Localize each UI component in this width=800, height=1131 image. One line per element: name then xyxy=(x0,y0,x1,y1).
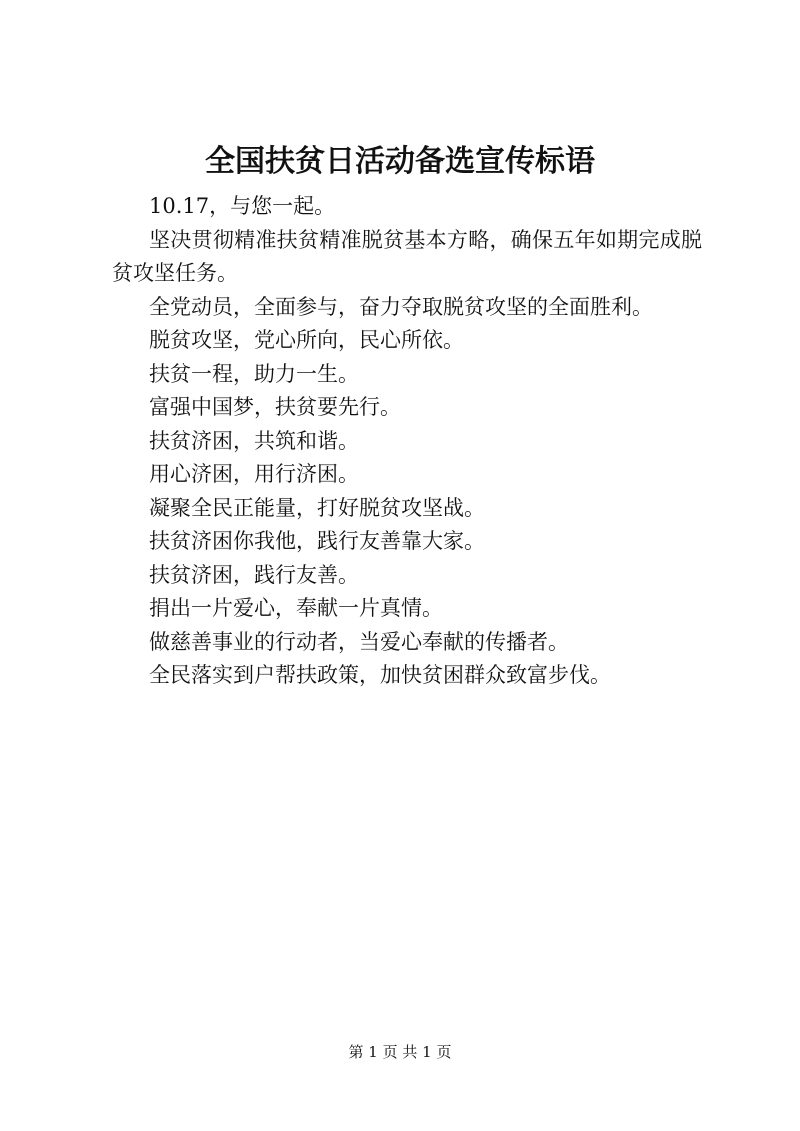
page-number-footer: 第 1 页 共 1 页 xyxy=(348,1043,452,1061)
document-body xyxy=(112,190,702,693)
slogan-paragraph: 扶贫济困，践行友善。 xyxy=(149,562,359,587)
slogan-paragraph: 扶贫济困你我他，践行友善靠大家。 xyxy=(149,529,485,553)
slogan-paragraph: 凝聚全民正能量，打好脱贫攻坚战。 xyxy=(149,495,485,520)
slogan-paragraph: 捐出一片爱心，奉献一片真情。 xyxy=(149,596,443,620)
slogan-paragraph: 做慈善事业的行动者，当爱心奉献的传播者。 xyxy=(149,629,569,654)
slogan-paragraph: 坚决贯彻精准扶贫精准脱贫基本方略，确保五年如期完成脱贫攻坚任务。 xyxy=(112,227,702,285)
slogan-paragraph: 用心济困，用行济困。 xyxy=(149,462,359,486)
slogan-paragraph: 10.17，与您一起。 xyxy=(149,194,336,218)
slogan-paragraph: 富强中国梦，扶贫要先行。 xyxy=(149,395,401,419)
slogan-paragraph: 扶贫济困，共筑和谐。 xyxy=(149,428,359,453)
slogan-paragraph: 全党动员，全面参与，奋力夺取脱贫攻坚的全面胜利。 xyxy=(149,294,653,319)
slogan-paragraph: 扶贫一程，助力一生。 xyxy=(149,361,359,386)
slogan-paragraph: 全民落实到户帮扶政策，加快贫困群众致富步伐。 xyxy=(149,663,611,687)
slogan-paragraph: 脱贫攻坚，党心所向，民心所依。 xyxy=(149,328,464,352)
document-title: 全国扶贫日活动备选宣传标语 xyxy=(205,144,595,179)
